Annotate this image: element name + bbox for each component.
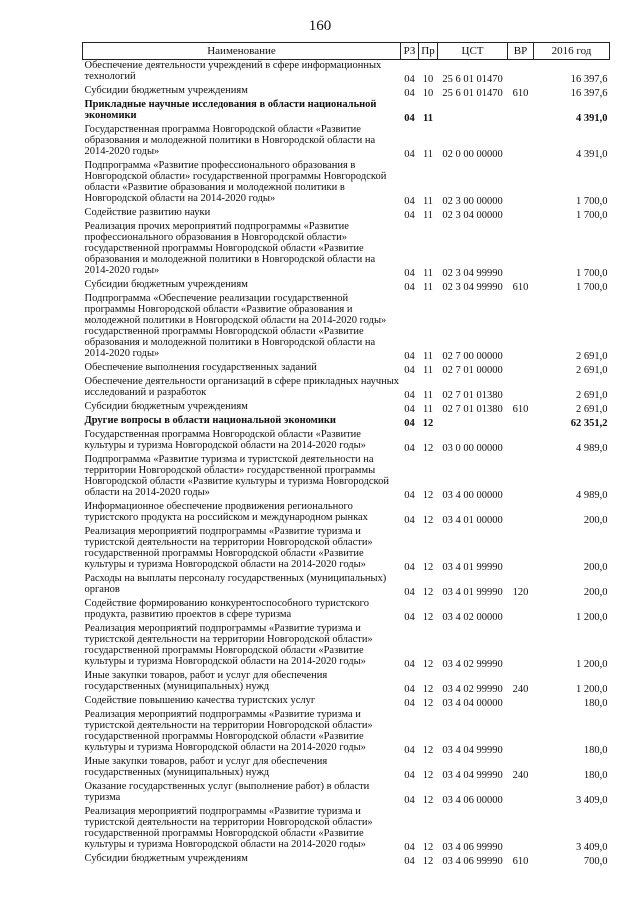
cell-vr xyxy=(508,806,534,853)
cell-name: Подпрограмма «Развитие туризма и туристской деятельности на территории Новгородской области» государственной программы Новгородской области «Развитие культуры и туризма Новгородской области на 2014-2020 годы» xyxy=(84,454,389,498)
cell-name: Субсидии бюджетным учреждениям xyxy=(84,279,248,290)
table-row xyxy=(83,99,610,124)
cell-sum: 180,0 xyxy=(583,745,608,756)
cell-name: Государственная программа Новгородской области «Развитие культуры и туризма Новгородской области на 2014-2020 годы» xyxy=(84,429,366,451)
cell-cst: 25 6 01 01470 xyxy=(442,74,503,85)
cell-name: Государственная программа Новгородской области «Развитие образования и молодежной политики в Новгородской области на 2014-2020 годы» xyxy=(84,124,376,157)
cell-vr xyxy=(508,709,534,756)
cell-rz: 04 xyxy=(404,490,415,501)
cell-cst: 03 4 06 99990 xyxy=(442,842,503,853)
cell-cst: 03 4 04 99990 xyxy=(442,745,503,756)
cell-pr: 11 xyxy=(422,351,434,362)
cell-pr: 12 xyxy=(422,490,434,501)
cell-vr xyxy=(508,429,534,454)
cell-name: Субсидии бюджетным учреждениям xyxy=(84,853,248,864)
cell-vr: 610 xyxy=(512,856,529,867)
cell-pr: 10 xyxy=(422,74,434,85)
cell-vr xyxy=(508,781,534,806)
cell-rz: 04 xyxy=(404,562,415,573)
table-row xyxy=(83,853,610,867)
cell-sum: 62 351,2 xyxy=(570,418,608,429)
cell-name: Содействие повышению качества туристских услуг xyxy=(84,695,316,706)
table-row xyxy=(83,454,610,501)
table-row xyxy=(83,709,610,756)
cell-rz: 04 xyxy=(404,612,415,623)
cell-vr xyxy=(508,598,534,623)
cell-name: Реализация прочих мероприятий подпрограммы «Развитие профессионального образования в Новгородской области» государственной программы Новгородской области «Развитие образования и молодежной политики в Новгородской области на 2014-2020 годы» xyxy=(84,221,376,276)
cell-cst: 03 4 01 00000 xyxy=(442,515,503,526)
cell-sum: 4 989,0 xyxy=(576,443,608,454)
cell-pr: 11 xyxy=(422,365,434,376)
cell-sum: 3 409,0 xyxy=(576,795,608,806)
cell-vr xyxy=(508,695,534,709)
cell-rz: 04 xyxy=(404,268,415,279)
cell-rz: 04 xyxy=(404,587,415,598)
cell-name: Подпрограмма «Обеспечение реализации государственной программы Новгородской области «Развитие образования и молодежной политики в Новгородской области на 2014-2020 годы» государственной программы Новгородской области «Развитие образования и молодежной политики в Новгородской области на 2014-2020 годы» xyxy=(84,293,387,359)
cell-vr xyxy=(508,293,534,362)
cell-rz: 04 xyxy=(404,698,415,709)
cell-cst: 02 3 00 00000 xyxy=(442,196,503,207)
cell-sum: 1 700,0 xyxy=(576,196,608,207)
cell-vr xyxy=(508,160,534,207)
table-row xyxy=(83,501,610,526)
cell-rz: 04 xyxy=(404,795,415,806)
cell-rz: 04 xyxy=(404,770,415,781)
page-number: 160 xyxy=(308,18,332,34)
cell-sum: 1 200,0 xyxy=(576,612,608,623)
cell-cst: 25 6 01 01470 xyxy=(442,88,503,99)
header-vr: ВР xyxy=(508,43,534,60)
cell-vr xyxy=(508,124,534,160)
cell-vr xyxy=(508,376,534,401)
cell-pr: 12 xyxy=(422,587,434,598)
cell-pr: 11 xyxy=(422,210,434,221)
cell-cst xyxy=(438,99,508,124)
cell-vr: 610 xyxy=(512,404,529,415)
cell-vr: 610 xyxy=(512,282,529,293)
cell-sum: 2 691,0 xyxy=(576,404,608,415)
cell-rz: 04 xyxy=(404,74,415,85)
table-row xyxy=(83,160,610,207)
cell-sum: 180,0 xyxy=(583,698,608,709)
table-row xyxy=(83,221,610,279)
cell-sum: 2 691,0 xyxy=(576,390,608,401)
cell-cst: 02 7 01 01380 xyxy=(442,404,503,415)
cell-pr: 12 xyxy=(422,515,434,526)
cell-cst: 03 4 06 00000 xyxy=(442,795,503,806)
cell-name: Реализация мероприятий подпрограммы «Развитие туризма и туристской деятельности на территории Новгородской области» государственной программы Новгородской области «Развитие культуры и туризма Новгородской области на 2014-2020 годы» xyxy=(84,806,373,850)
table-row xyxy=(83,526,610,573)
cell-rz: 04 xyxy=(404,210,415,221)
cell-rz: 04 xyxy=(404,418,415,429)
cell-vr xyxy=(508,362,534,376)
cell-cst: 03 4 02 00000 xyxy=(442,612,503,623)
cell-cst: 02 7 01 01380 xyxy=(442,390,503,401)
cell-name: Подпрограмма «Развитие профессионального образования в Новгородской области» государственной программы Новгородской области «Развитие образования и молодежной политики в Новгородской области на 2014-2020 годы» xyxy=(84,160,387,204)
cell-cst: 03 4 04 99990 xyxy=(442,770,503,781)
cell-pr: 11 xyxy=(422,282,434,293)
table-row xyxy=(83,429,610,454)
cell-pr: 12 xyxy=(422,684,434,695)
cell-sum: 1 200,0 xyxy=(576,684,608,695)
cell-pr: 12 xyxy=(422,562,434,573)
cell-name: Субсидии бюджетным учреждениям xyxy=(84,85,248,96)
table-row xyxy=(83,598,610,623)
cell-name: Обеспечение деятельности учреждений в сфере информационных технологий xyxy=(84,60,382,82)
cell-sum: 1 200,0 xyxy=(576,659,608,670)
cell-pr: 12 xyxy=(422,795,434,806)
cell-sum: 1 700,0 xyxy=(576,210,608,221)
cell-pr: 11 xyxy=(422,404,434,415)
cell-vr xyxy=(508,415,534,429)
cell-sum: 4 989,0 xyxy=(576,490,608,501)
cell-name: Другие вопросы в области национальной экономики xyxy=(84,415,336,426)
cell-cst: 03 4 01 99990 xyxy=(442,587,503,598)
cell-rz: 04 xyxy=(404,842,415,853)
cell-rz: 04 xyxy=(404,282,415,293)
cell-cst: 02 3 04 99990 xyxy=(442,282,503,293)
cell-sum: 200,0 xyxy=(583,562,608,573)
table-row xyxy=(83,756,610,781)
cell-sum: 200,0 xyxy=(583,515,608,526)
cell-sum: 2 691,0 xyxy=(576,351,608,362)
table-row xyxy=(83,362,610,376)
cell-cst: 02 3 04 00000 xyxy=(442,210,503,221)
cell-name: Субсидии бюджетным учреждениям xyxy=(84,401,248,412)
cell-cst: 03 4 02 99990 xyxy=(442,659,503,670)
cell-vr: 240 xyxy=(512,770,529,781)
cell-pr: 12 xyxy=(422,659,434,670)
cell-rz: 04 xyxy=(404,196,415,207)
cell-rz: 04 xyxy=(404,404,415,415)
cell-pr: 12 xyxy=(422,612,434,623)
table-header-row xyxy=(83,43,610,60)
cell-rz: 04 xyxy=(404,390,415,401)
cell-sum: 1 700,0 xyxy=(576,282,608,293)
cell-vr xyxy=(508,501,534,526)
cell-sum: 180,0 xyxy=(583,770,608,781)
cell-pr: 12 xyxy=(422,745,434,756)
cell-sum: 2 691,0 xyxy=(576,365,608,376)
table-row xyxy=(83,376,610,401)
cell-vr xyxy=(508,454,534,501)
cell-vr: 120 xyxy=(512,587,529,598)
cell-name: Иные закупки товаров, работ и услуг для обеспечения государственных (муниципальных) нужд xyxy=(84,756,328,778)
cell-rz: 04 xyxy=(404,149,415,160)
cell-cst xyxy=(438,415,508,429)
table-row xyxy=(83,401,610,415)
cell-cst: 03 0 00 00000 xyxy=(442,443,503,454)
table-row xyxy=(83,279,610,293)
cell-cst: 03 4 02 99990 xyxy=(442,684,503,695)
cell-name: Иные закупки товаров, работ и услуг для обеспечения государственных (муниципальных) нужд xyxy=(84,670,328,692)
table-row xyxy=(83,781,610,806)
cell-pr: 12 xyxy=(422,443,434,454)
cell-rz: 04 xyxy=(404,351,415,362)
cell-sum: 1 700,0 xyxy=(576,268,608,279)
cell-sum: 4 391,0 xyxy=(576,113,608,124)
cell-pr: 11 xyxy=(422,196,434,207)
header-year: 2016 год xyxy=(534,43,610,60)
cell-pr: 12 xyxy=(422,856,434,867)
header-pr: Пр xyxy=(419,43,438,60)
cell-sum: 16 397,6 xyxy=(570,74,608,85)
cell-cst: 03 4 06 99990 xyxy=(442,856,503,867)
cell-rz: 04 xyxy=(404,856,415,867)
cell-pr: 12 xyxy=(422,770,434,781)
cell-vr xyxy=(508,99,534,124)
table-row xyxy=(83,670,610,695)
cell-pr: 12 xyxy=(422,842,434,853)
cell-cst: 02 7 01 00000 xyxy=(442,365,503,376)
table-row xyxy=(83,695,610,709)
cell-name: Содействие формированию конкурентоспособного туристского продукта, развитию проектов в сфере туризма xyxy=(84,598,369,620)
header-name: Наименование xyxy=(83,43,401,60)
cell-name: Содействие развитию науки xyxy=(84,207,211,218)
cell-vr xyxy=(508,207,534,221)
cell-rz: 04 xyxy=(404,365,415,376)
budget-table xyxy=(82,42,610,867)
cell-rz: 04 xyxy=(404,684,415,695)
cell-vr xyxy=(508,60,534,86)
cell-name: Информационное обеспечение продвижения регионального туристского продукта на российском и международном рынках xyxy=(84,501,368,523)
table-row xyxy=(83,60,610,86)
header-cst: ЦСТ xyxy=(438,43,508,60)
cell-rz: 04 xyxy=(404,443,415,454)
table-row xyxy=(83,806,610,853)
cell-cst: 02 7 00 00000 xyxy=(442,351,503,362)
table-row xyxy=(83,207,610,221)
table-row xyxy=(83,573,610,598)
cell-name: Реализация мероприятий подпрограммы «Развитие туризма и туристской деятельности на территории Новгородской области» государственной программы Новгородской области «Развитие культуры и туризма Новгородской области на 2014-2020 годы» xyxy=(84,623,373,667)
cell-cst: 03 4 01 99990 xyxy=(442,562,503,573)
table-row xyxy=(83,85,610,99)
table-row xyxy=(83,623,610,670)
cell-name: Прикладные научные исследования в области национальной экономики xyxy=(84,99,377,121)
cell-sum: 3 409,0 xyxy=(576,842,608,853)
cell-sum: 4 391,0 xyxy=(576,149,608,160)
cell-vr xyxy=(508,623,534,670)
cell-sum: 16 397,6 xyxy=(570,88,608,99)
header-rz: РЗ xyxy=(401,43,419,60)
cell-cst: 02 3 04 99990 xyxy=(442,268,503,279)
cell-pr: 11 xyxy=(422,268,434,279)
cell-name: Реализация мероприятий подпрограммы «Развитие туризма и туристской деятельности на территории Новгородской области» государственной программы Новгородской области «Развитие культуры и туризма Новгородской области на 2014-2020 годы» xyxy=(84,709,373,753)
cell-rz: 04 xyxy=(404,659,415,670)
cell-rz: 04 xyxy=(404,113,415,124)
cell-pr: 11 xyxy=(422,149,434,160)
cell-cst: 03 4 04 00000 xyxy=(442,698,503,709)
cell-name: Расходы на выплаты персоналу государственных (муниципальных) органов xyxy=(84,573,387,595)
cell-sum: 200,0 xyxy=(583,587,608,598)
cell-rz: 04 xyxy=(404,515,415,526)
cell-pr: 10 xyxy=(422,88,434,99)
cell-vr xyxy=(508,526,534,573)
cell-rz: 04 xyxy=(404,745,415,756)
cell-sum: 700,0 xyxy=(583,856,608,867)
cell-vr: 610 xyxy=(512,88,529,99)
cell-vr: 240 xyxy=(512,684,529,695)
cell-pr: 12 xyxy=(422,418,434,429)
cell-name: Обеспечение деятельности организаций в сфере прикладных научных исследований и разработок xyxy=(84,376,400,398)
table-row xyxy=(83,415,610,429)
table-row xyxy=(83,124,610,160)
cell-vr xyxy=(508,221,534,279)
table-row xyxy=(83,293,610,362)
cell-name: Обеспечение выполнения государственных заданий xyxy=(84,362,317,373)
cell-rz: 04 xyxy=(404,88,415,99)
cell-pr: 11 xyxy=(423,113,433,124)
cell-name: Оказание государственных услуг (выполнение работ) в области туризма xyxy=(84,781,370,803)
cell-cst: 03 4 00 00000 xyxy=(442,490,503,501)
cell-pr: 11 xyxy=(422,390,434,401)
cell-pr: 12 xyxy=(422,698,434,709)
cell-cst: 02 0 00 00000 xyxy=(442,149,503,160)
cell-name: Реализация мероприятий подпрограммы «Развитие туризма и туристской деятельности на территории Новгородской области» государственной программы Новгородской области «Развитие культуры и туризма Новгородской области на 2014-2020 годы» xyxy=(84,526,373,570)
